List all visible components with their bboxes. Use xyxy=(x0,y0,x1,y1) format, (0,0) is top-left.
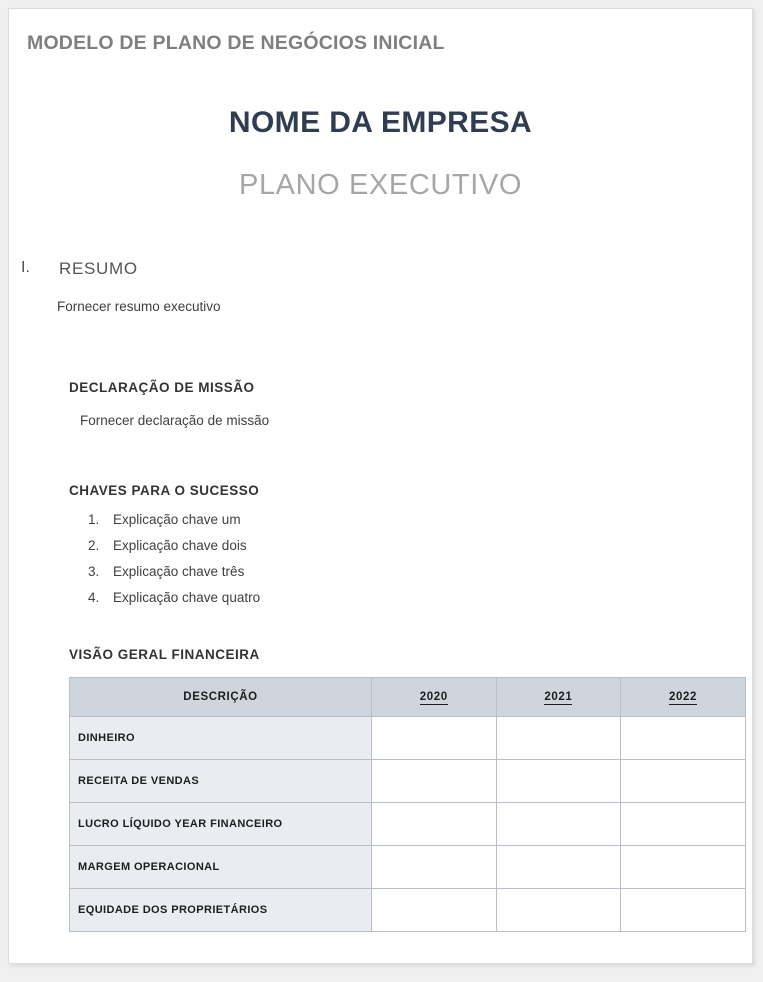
list-item[interactable]: 4. Explicação chave quatro xyxy=(103,590,260,605)
table-row-label: RECEITA DE VENDAS xyxy=(70,760,372,803)
table-header-row xyxy=(70,678,746,717)
financial-overview-table xyxy=(69,677,746,932)
table-header-year-2021 xyxy=(496,678,621,717)
table-header-description: DESCRIÇÃO xyxy=(70,678,372,717)
section-body-resumo[interactable]: Fornecer resumo executivo xyxy=(57,299,221,314)
keys-to-success-list xyxy=(71,512,260,616)
company-name-title: NOME DA EMPRESA xyxy=(228,106,533,139)
subsection-body-mission[interactable]: Fornecer declaração de missão xyxy=(80,413,270,428)
table-row xyxy=(70,717,746,760)
table-cell-value[interactable] xyxy=(496,889,621,932)
table-row xyxy=(70,803,746,846)
table-row xyxy=(70,889,746,932)
subsection-heading-keys-to-success: CHAVES PARA O SUCESSO xyxy=(69,483,260,498)
table-row-label: LUCRO LÍQUIDO YEAR FINANCEIRO xyxy=(70,803,372,846)
subsection-heading-mission: DECLARAÇÃO DE MISSÃO xyxy=(69,380,255,395)
table-header-year-2022-label: 2022 xyxy=(668,691,697,703)
table-cell-value[interactable] xyxy=(496,803,621,846)
table-cell-value[interactable] xyxy=(372,717,497,760)
table-cell-value[interactable] xyxy=(621,717,746,760)
table-header-year-2020-label: 2020 xyxy=(419,691,448,703)
table-header-year-2020 xyxy=(372,678,497,717)
table-cell-value[interactable] xyxy=(496,846,621,889)
document-kicker: MODELO DE PLANO DE NEGÓCIOS INICIAL xyxy=(27,32,445,54)
table-cell-value[interactable] xyxy=(621,760,746,803)
list-item[interactable]: 1. Explicação chave um xyxy=(103,512,260,527)
table-cell-value[interactable] xyxy=(372,803,497,846)
table-cell-value[interactable] xyxy=(621,803,746,846)
list-item[interactable]: 2. Explicação chave dois xyxy=(103,538,260,553)
table-cell-value[interactable] xyxy=(372,846,497,889)
table-row-label: DINHEIRO xyxy=(70,717,372,760)
plan-subtitle: PLANO EXECUTIVO xyxy=(239,169,522,201)
table-cell-value[interactable] xyxy=(621,846,746,889)
subsection-heading-financial-overview: VISÃO GERAL FINANCEIRA xyxy=(69,647,260,662)
table-row-label: MARGEM OPERACIONAL xyxy=(70,846,372,889)
section-title: RESUMO xyxy=(59,259,138,278)
table-header-year-2021-label: 2021 xyxy=(544,691,573,703)
table-cell-value[interactable] xyxy=(372,889,497,932)
document-page xyxy=(8,8,753,964)
list-item[interactable]: 3. Explicação chave três xyxy=(103,564,260,579)
table-header-year-2022 xyxy=(621,678,746,717)
table-row xyxy=(70,846,746,889)
table-cell-value[interactable] xyxy=(372,760,497,803)
table-row-label: EQUIDADE DOS PROPRIETÁRIOS xyxy=(70,889,372,932)
table-cell-value[interactable] xyxy=(621,889,746,932)
table-row xyxy=(70,760,746,803)
table-cell-value[interactable] xyxy=(496,717,621,760)
section-heading-resumo xyxy=(21,259,421,279)
table-cell-value[interactable] xyxy=(496,760,621,803)
section-numeral: I. xyxy=(21,259,30,276)
